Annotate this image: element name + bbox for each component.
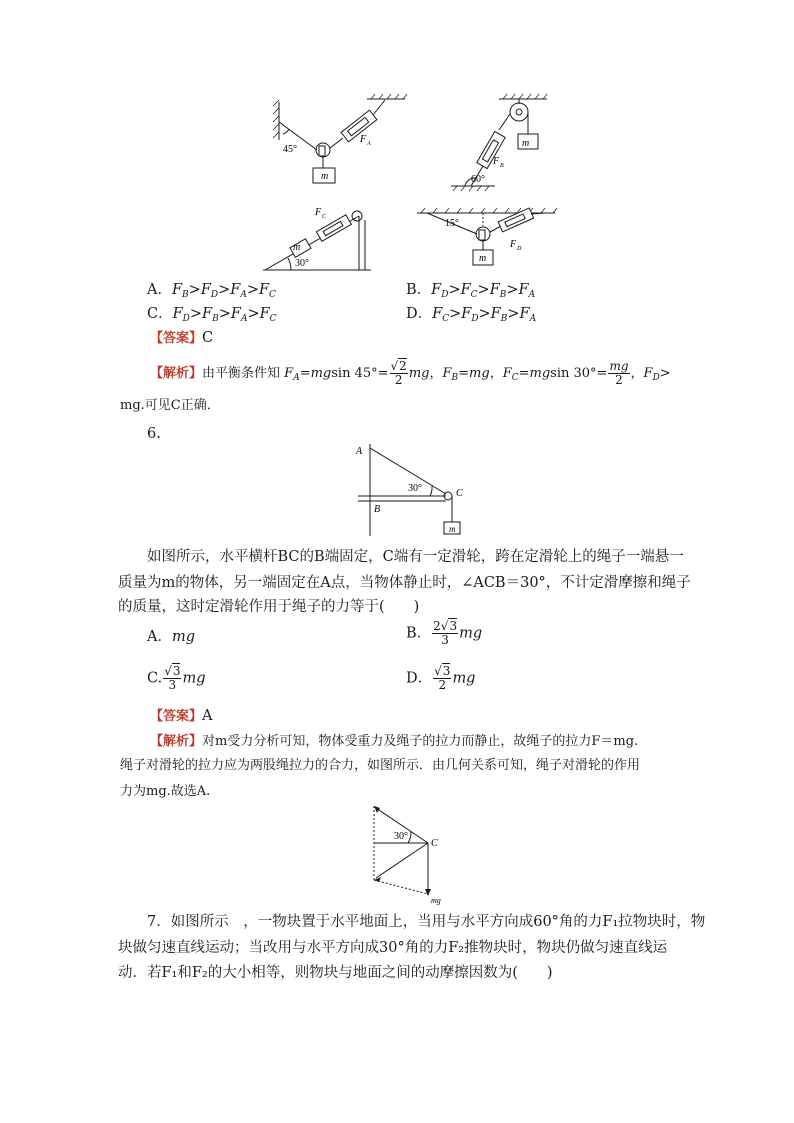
q6-option-d[interactable]: D． $\frac{√3}{2}$ mg [406, 664, 476, 692]
figure-b [451, 94, 547, 191]
figure-b-angle: 60° [471, 174, 485, 185]
q6-force-diagram [364, 802, 454, 906]
q5-analysis: 【解析】由平衡条件知 $F_A=mgsin$ 45°= $\frac{√2}{2}$ mg，$F_B=mg$，$F_C=mgsin$ 30°= $\frac{mg}{2}$ ，$F_D>$ [150, 359, 671, 387]
q6-figure-label-a: A [356, 446, 363, 457]
q6-analysis-line3: 力为mg.故选A. [120, 784, 211, 799]
q6-option-c[interactable]: C. $\frac{√3}{3}$ mg [147, 664, 206, 692]
q5-analysis-line2: mg.可见C正确． [120, 398, 220, 413]
q5-option-a-text: $F_B>F_D>F_A>F_C$ [171, 282, 276, 300]
q6-option-d-frac: $\frac{√3}{2}$ [434, 664, 451, 692]
q5-option-a[interactable]: A．$F_B>F_D>F_A>F_C$ [147, 282, 276, 300]
q6-stem-line2: 质量为m的物体，另一端固定在A点，当物体静止时，∠ACB＝30°，不计定滑摩擦和绳子 [118, 575, 691, 591]
q6-analysis-line1: 【解析】对m受力分析可知，物体受重力及绳子的拉力而静止，故绳子的拉力F＝mg. [150, 734, 639, 749]
q6-force-diagram-angle: 30° [394, 831, 408, 842]
figure-d-angle: 15° [445, 218, 459, 229]
figure-c [263, 211, 371, 270]
figure-b-mass: m [522, 138, 530, 149]
q6-force-diagram-c: C [431, 838, 438, 849]
q7-stem-line2: 块做匀速直线运动；当改用与水平方向成30°角的力F₂推物块时，物块仍做匀速直线运 [118, 940, 668, 956]
q5-option-d[interactable]: D．$F_C>F_D>F_B>F_A$ [406, 306, 537, 324]
figure-d-mass: m [479, 253, 487, 264]
figure-c-mass: m [293, 242, 301, 253]
q6-figure-mass: m [449, 524, 456, 534]
figure-c-force-sub: C [322, 214, 327, 220]
q6-figure [350, 440, 480, 540]
q6-answer: 【答案】A [150, 708, 213, 724]
q6-force-diagram-mg: mg [431, 896, 441, 905]
q5-option-d-text: $F_C>F_D>F_B>F_A$ [432, 306, 537, 324]
q6-option-b[interactable]: B． $\frac{2√3}{3}$ mg [406, 619, 483, 647]
q5-figures [255, 92, 575, 274]
q5-option-b-text: $F_D>F_C>F_B>F_A$ [431, 282, 536, 300]
q6-figure-angle: 30° [408, 483, 422, 494]
figure-c-angle: 30° [295, 258, 309, 269]
q6-option-b-frac: $\frac{2√3}{3}$ [433, 619, 458, 647]
q7-stem-line3: 动．若F₁和F₂的大小相等，则物块与地面之间的动摩擦因数为( ) [118, 965, 553, 981]
q5-option-c[interactable]: C．$F_D>F_B>F_A>F_C$ [147, 306, 277, 324]
q5-option-b[interactable]: B．$F_D>F_C>F_B>F_A$ [406, 282, 536, 300]
figure-a-force-sub: A [367, 141, 371, 147]
q6-figure-label-c: C [456, 488, 463, 499]
figure-b-force-sub: B [500, 163, 504, 169]
q5-option-c-text: $F_D>F_B>F_A>F_C$ [172, 306, 277, 324]
figure-a [273, 94, 407, 183]
q5-answer: 【答案】C [150, 330, 214, 346]
figure-d-force-sub: D [517, 246, 522, 252]
q6-option-a[interactable]: A．mg [147, 629, 196, 645]
q6-number: 6. [147, 426, 161, 442]
figure-a-force: F [360, 134, 367, 145]
q7-stem-line1: 7．如图所示 ，一物块置于水平地面上，当用与水平方向成60°角的力F₁拉物块时，物 [147, 914, 706, 930]
figure-a-angle: 45° [283, 144, 297, 155]
q5-analysis-eq: $F_A=mg$ [280, 366, 332, 383]
figure-a-mass: m [321, 171, 329, 182]
q6-stem-line1: 如图所示，水平横杆BC的B端固定，C端有一定滑轮，跨在定滑轮上的绳子一端悬一 [147, 549, 684, 565]
q6-stem-line3: 的质量，这时定滑轮作用于绳子的力等于( ) [118, 599, 420, 615]
q6-analysis-line2: 绳子对滑轮的拉力应为两股绳拉力的合力，如图所示．由几何关系可知，绳子对滑轮的作用 [120, 758, 641, 773]
q6-option-c-frac: $\frac{√3}{3}$ [164, 664, 181, 692]
q6-figure-label-b: B [374, 504, 381, 515]
figure-c-force: F [315, 207, 322, 218]
figure-b-force: F [493, 156, 500, 167]
figure-d-force: F [510, 239, 517, 250]
figure-d [417, 208, 557, 265]
